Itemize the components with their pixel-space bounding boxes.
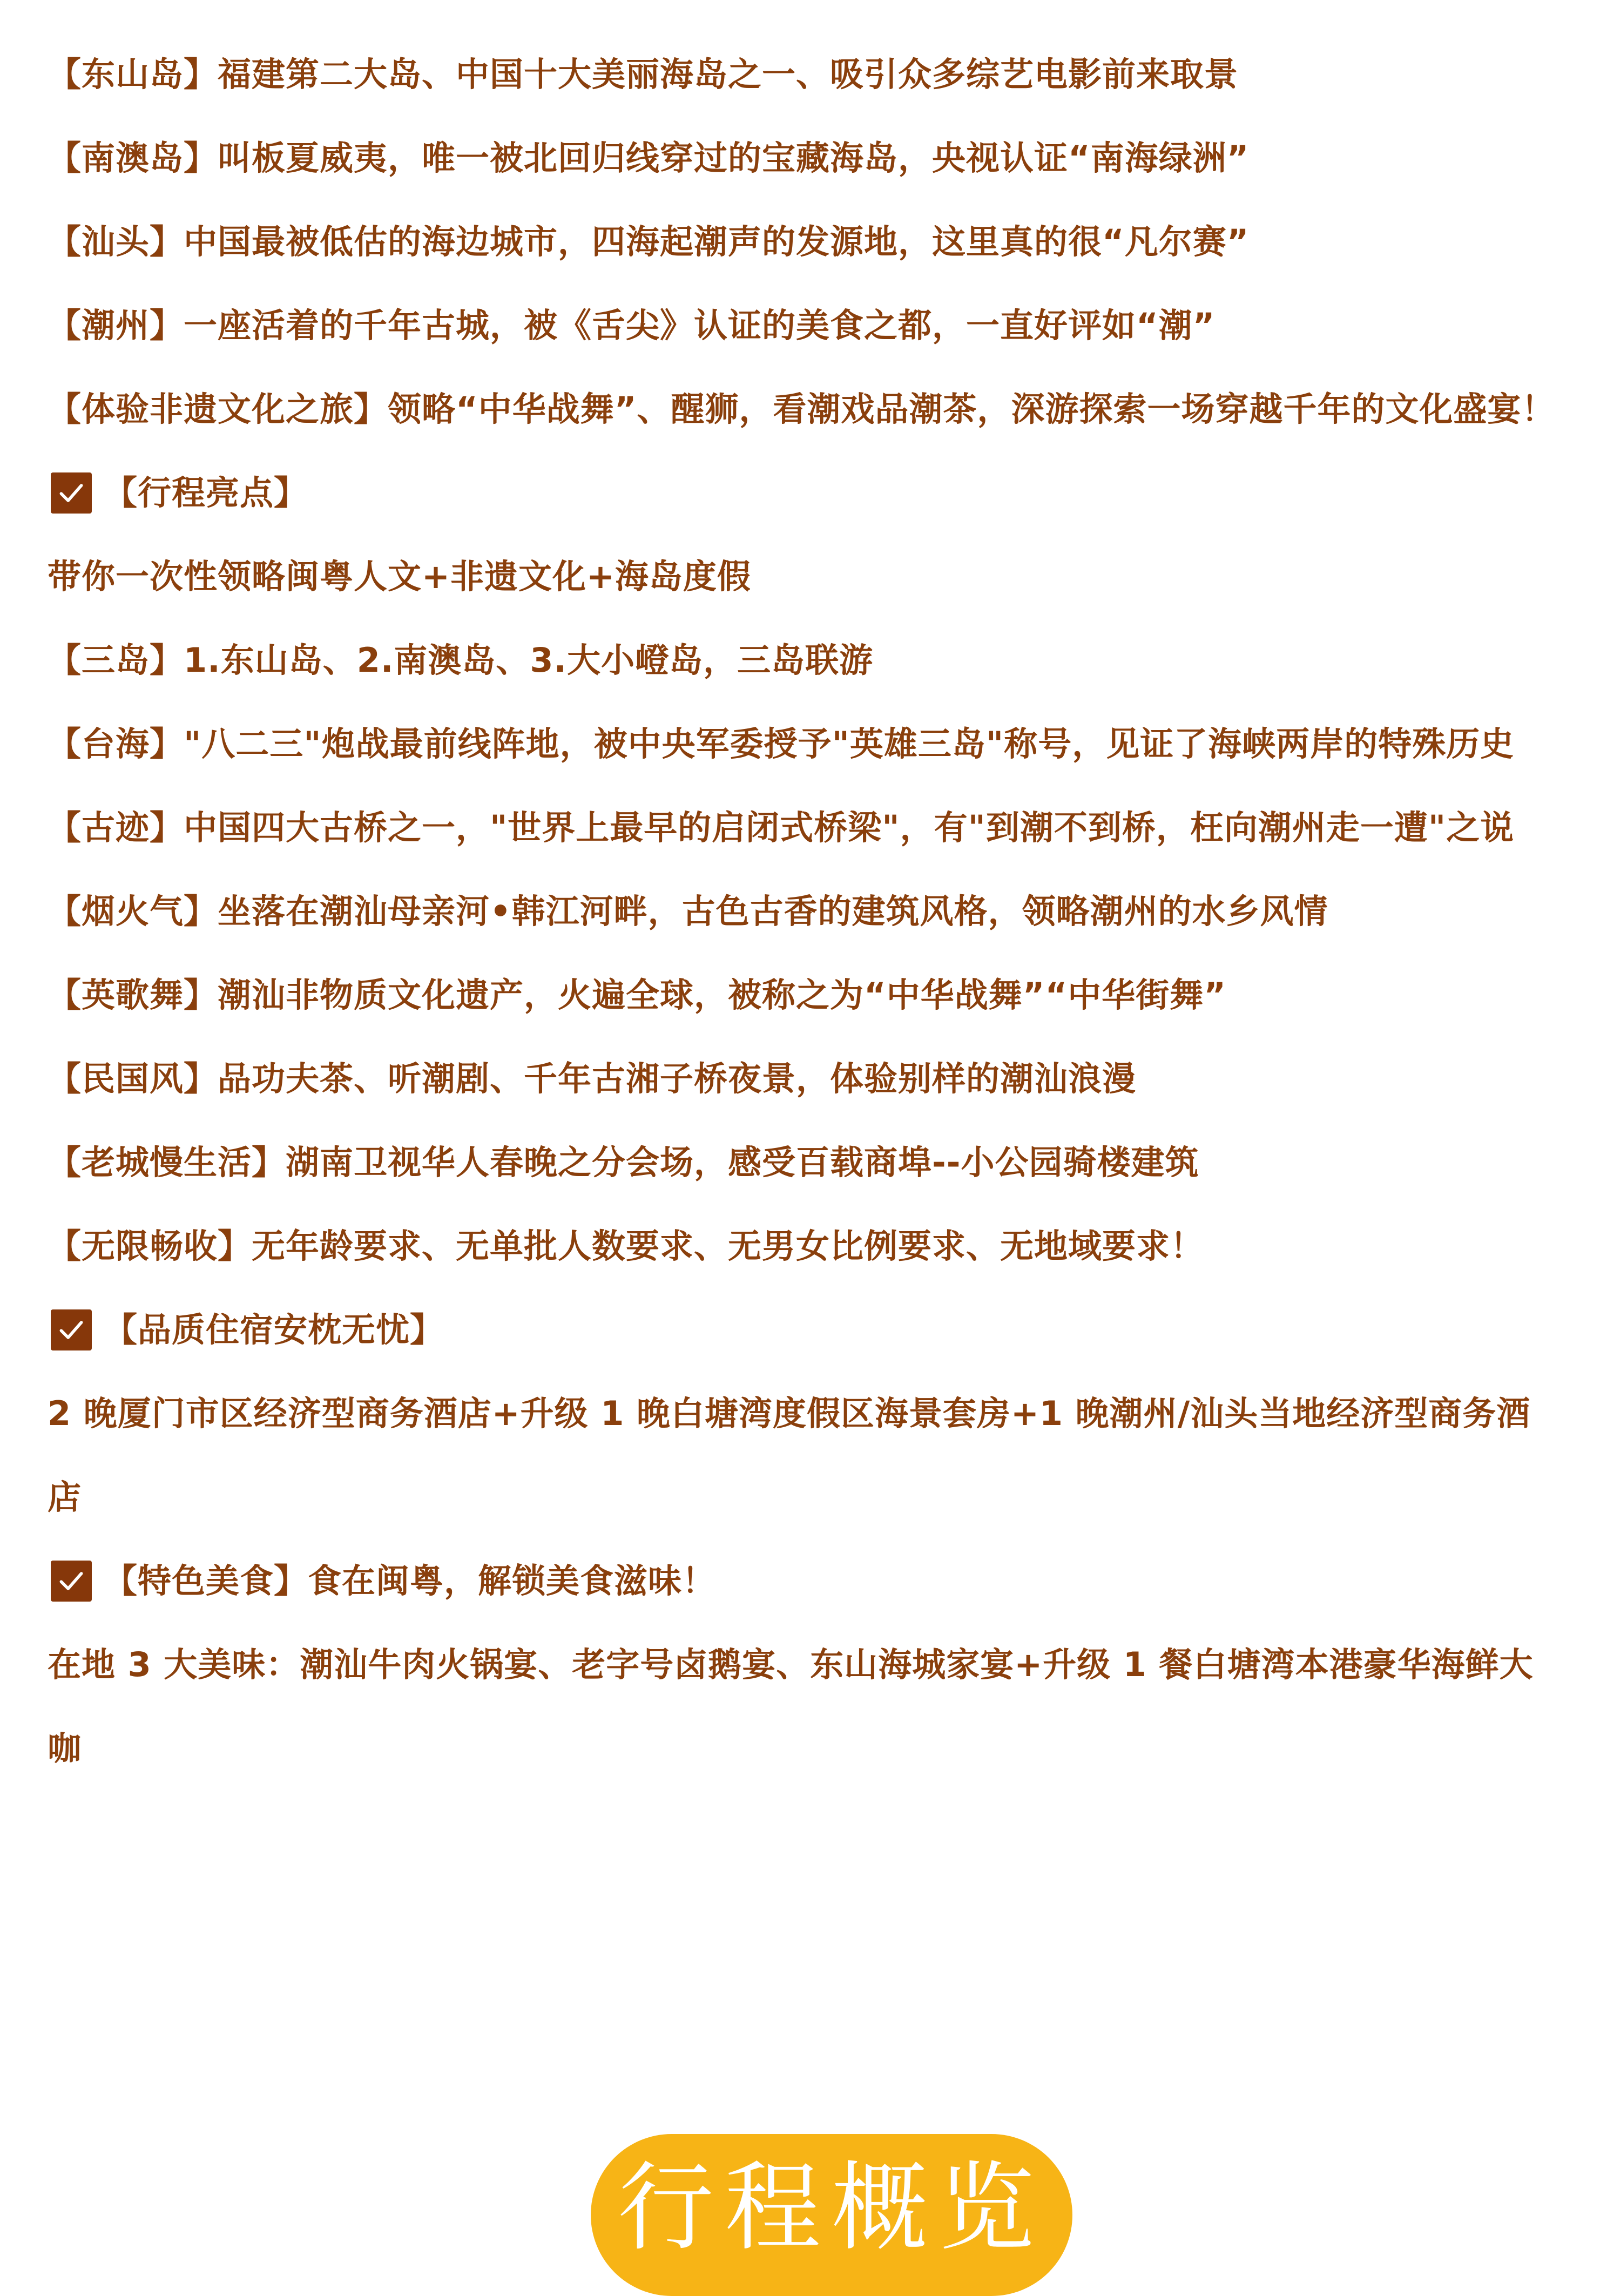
highlight-yingge-dance: 【英歌舞】潮汕非物质文化遗产，火遍全球，被称之为“中华战舞”“中华街舞” (48, 975, 1226, 1015)
itinerary-content (48, 32, 1559, 1790)
itinerary-overview-label: 行程概览 (618, 2152, 1045, 2264)
highlight-old-city-life: 【老城慢生活】湖南卫视华人春晚之分会场，感受百载商埠--小公园骑楼建筑 (48, 1143, 1199, 1182)
section-heading-label: 【行程亮点】 (104, 473, 308, 512)
highlight-taiwan-strait: 【台海】"八二三"炮战最前线阵地，被中央军委授予"英雄三岛"称号，见证了海峡两岸的特殊历史 (48, 724, 1515, 764)
highlight-ancient-bridge: 【古迹】中国四大古桥之一，"世界上最早的启闭式桥梁"，有"到潮不到桥，枉向潮州走一遭"之说 (48, 808, 1515, 847)
highlight-republic-style: 【民国风】品功夫茶、听潮剧、千年古湘子桥夜景，体验别样的潮汕浪漫 (48, 1059, 1137, 1098)
food-details: 在地 3 大美味：潮汕牛肉火锅宴、老字号卤鹅宴、东山海城家宴+升级 1 餐白塘湾本港豪华海鲜大咖 (48, 1645, 1534, 1768)
check-icon (51, 472, 92, 514)
highlight-no-restrictions: 【无限畅收】无年龄要求、无单批人数要求、无男女比例要求、无地域要求！ (48, 1226, 1205, 1266)
check-icon (51, 1309, 92, 1350)
check-icon (51, 1561, 92, 1602)
section-heading-label: 【特色美食】食在闽粤，解锁美食滋味！ (104, 1561, 717, 1601)
section-heading-highlights (48, 451, 1559, 535)
itinerary-overview-button[interactable] (591, 2134, 1072, 2296)
feature-intangible-heritage: 【体验非遗文化之旅】领略“中华战舞”、醒狮，看潮戏品潮茶，深游探索一场穿越千年的文化盛宴！ (48, 389, 1556, 429)
section-heading-label: 【品质住宿安枕无忧】 (104, 1310, 444, 1349)
section-heading-accommodation (48, 1288, 1559, 1372)
feature-nanao-island: 【南澳岛】叫板夏威夷，唯一被北回归线穿过的宝藏海岛，央视认证“南海绿洲” (48, 138, 1250, 178)
highlight-hanjiang-river: 【烟火气】坐落在潮汕母亲河•韩江河畔，古色古香的建筑风格，领略潮州的水乡风情 (48, 892, 1328, 931)
highlights-summary: 带你一次性领略闽粤人文+非遗文化+海岛度假 (48, 557, 751, 596)
feature-dongshan-island: 【东山岛】福建第二大岛、中国十大美丽海岛之一、吸引众多综艺电影前来取景 (48, 55, 1239, 94)
feature-shantou: 【汕头】中国最被低估的海边城市，四海起潮声的发源地，这里真的很“凡尔赛” (48, 222, 1250, 261)
accommodation-details: 2 晚厦门市区经济型商务酒店+升级 1 晚白塘湾度假区海景套房+1 晚潮州/汕头当地经济型商务酒店 (48, 1394, 1531, 1517)
highlight-three-islands: 【三岛】1.东山岛、2.南澳岛、3.大小嶝岛，三岛联游 (48, 640, 874, 680)
section-heading-food (48, 1539, 1559, 1623)
feature-chaozhou: 【潮州】一座活着的千年古城，被《舌尖》认证的美食之都，一直好评如“潮” (48, 306, 1216, 345)
